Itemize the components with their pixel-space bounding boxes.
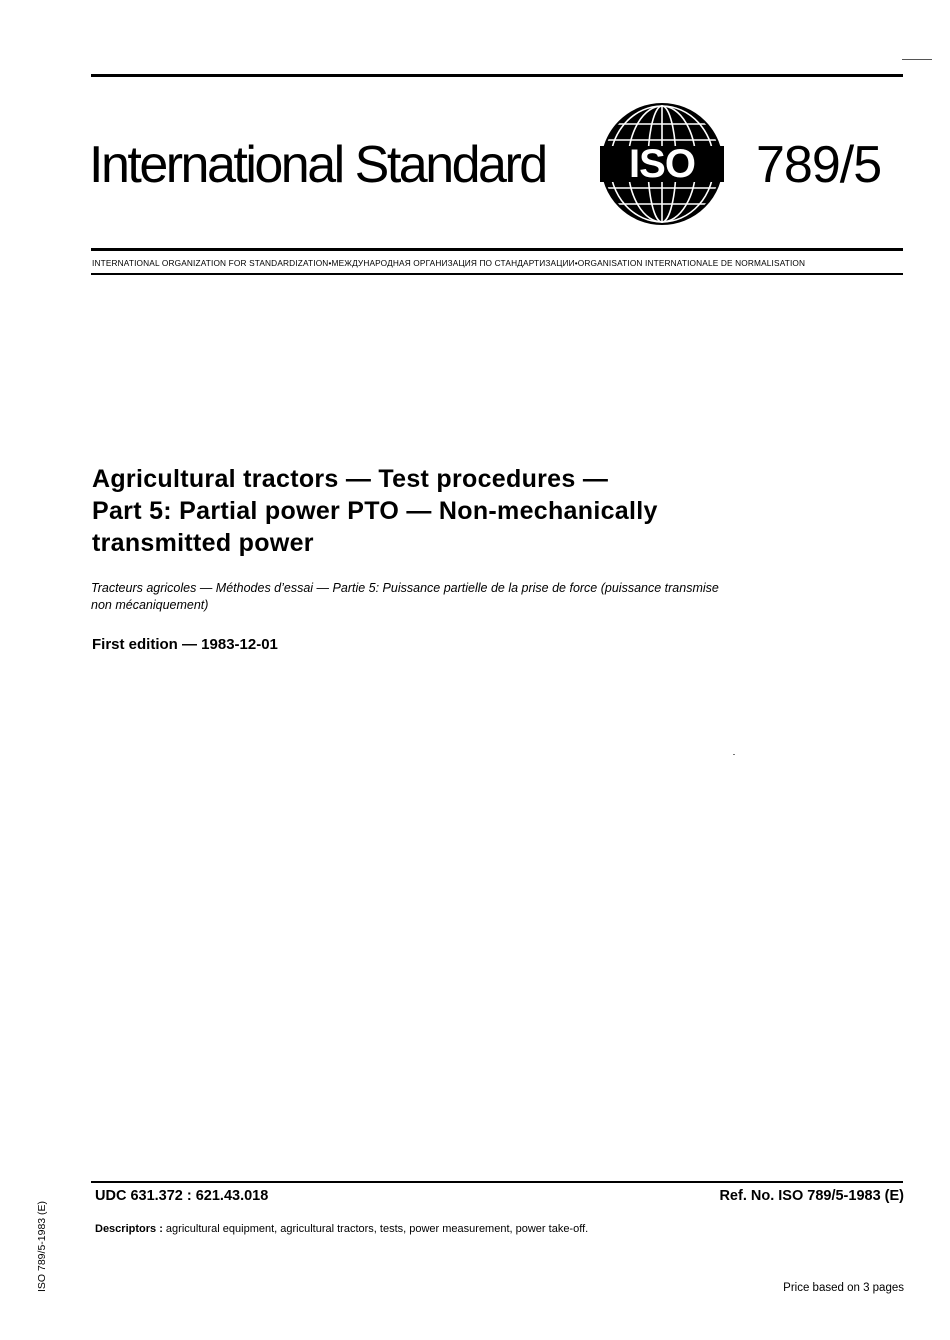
french-title-line-1: Tracteurs agricoles — Méthodes d’essai — Partie 5: Puissance partielle de la prise de force (puissance transmise bbox=[91, 581, 719, 595]
organization-names: INTERNATIONAL ORGANIZATION FOR STANDARDIZATION•МЕЖДУНАРОДНАЯ ОРГАНИЗАЦИЯ ПО СТАНДАРТИЗАЦИИ•ORGANISATION INTERNATIONALE DE NORMALISATION bbox=[92, 258, 806, 268]
price-note: Price based on 3 pages bbox=[783, 1282, 904, 1294]
side-document-id: ISO 789/5-1983 (E) bbox=[36, 1200, 48, 1292]
udc-code: UDC 631.372 : 621.43.018 bbox=[95, 1188, 269, 1204]
descriptors-text: agricultural equipment, agricultural tractors, tests, power measurement, power take-off. bbox=[165, 1223, 589, 1235]
english-title bbox=[92, 463, 912, 559]
french-title-line-2: non mécaniquement) bbox=[91, 598, 209, 612]
iso-logo-text: ISO bbox=[629, 142, 695, 186]
edition-info bbox=[92, 636, 278, 653]
title-line-2: Part 5: Partial power PTO — Non-mechanically bbox=[92, 497, 658, 525]
title-line-3: transmitted power bbox=[92, 529, 314, 557]
title-line-1: Agricultural tractors — Test procedures — bbox=[92, 465, 609, 493]
descriptors-label: Descriptors : bbox=[95, 1223, 166, 1235]
iso-logo bbox=[600, 102, 724, 226]
top-rule bbox=[91, 74, 903, 77]
edition-label: First edition — bbox=[92, 636, 202, 653]
org-rule-top bbox=[91, 248, 903, 251]
standard-number: 789/5 bbox=[756, 136, 882, 194]
french-title bbox=[91, 580, 851, 614]
reference-number: Ref. No. ISO 789/5-1983 (E) bbox=[719, 1188, 904, 1204]
iso-globe-icon bbox=[600, 102, 724, 226]
corner-mark bbox=[902, 59, 932, 60]
document-type-heading: International Standard bbox=[89, 136, 546, 194]
descriptors bbox=[95, 1223, 588, 1235]
org-rule-bottom bbox=[91, 273, 903, 275]
scan-speck bbox=[733, 754, 735, 755]
edition-date: 1983-12-01 bbox=[201, 636, 278, 653]
footer-rule bbox=[91, 1181, 903, 1183]
